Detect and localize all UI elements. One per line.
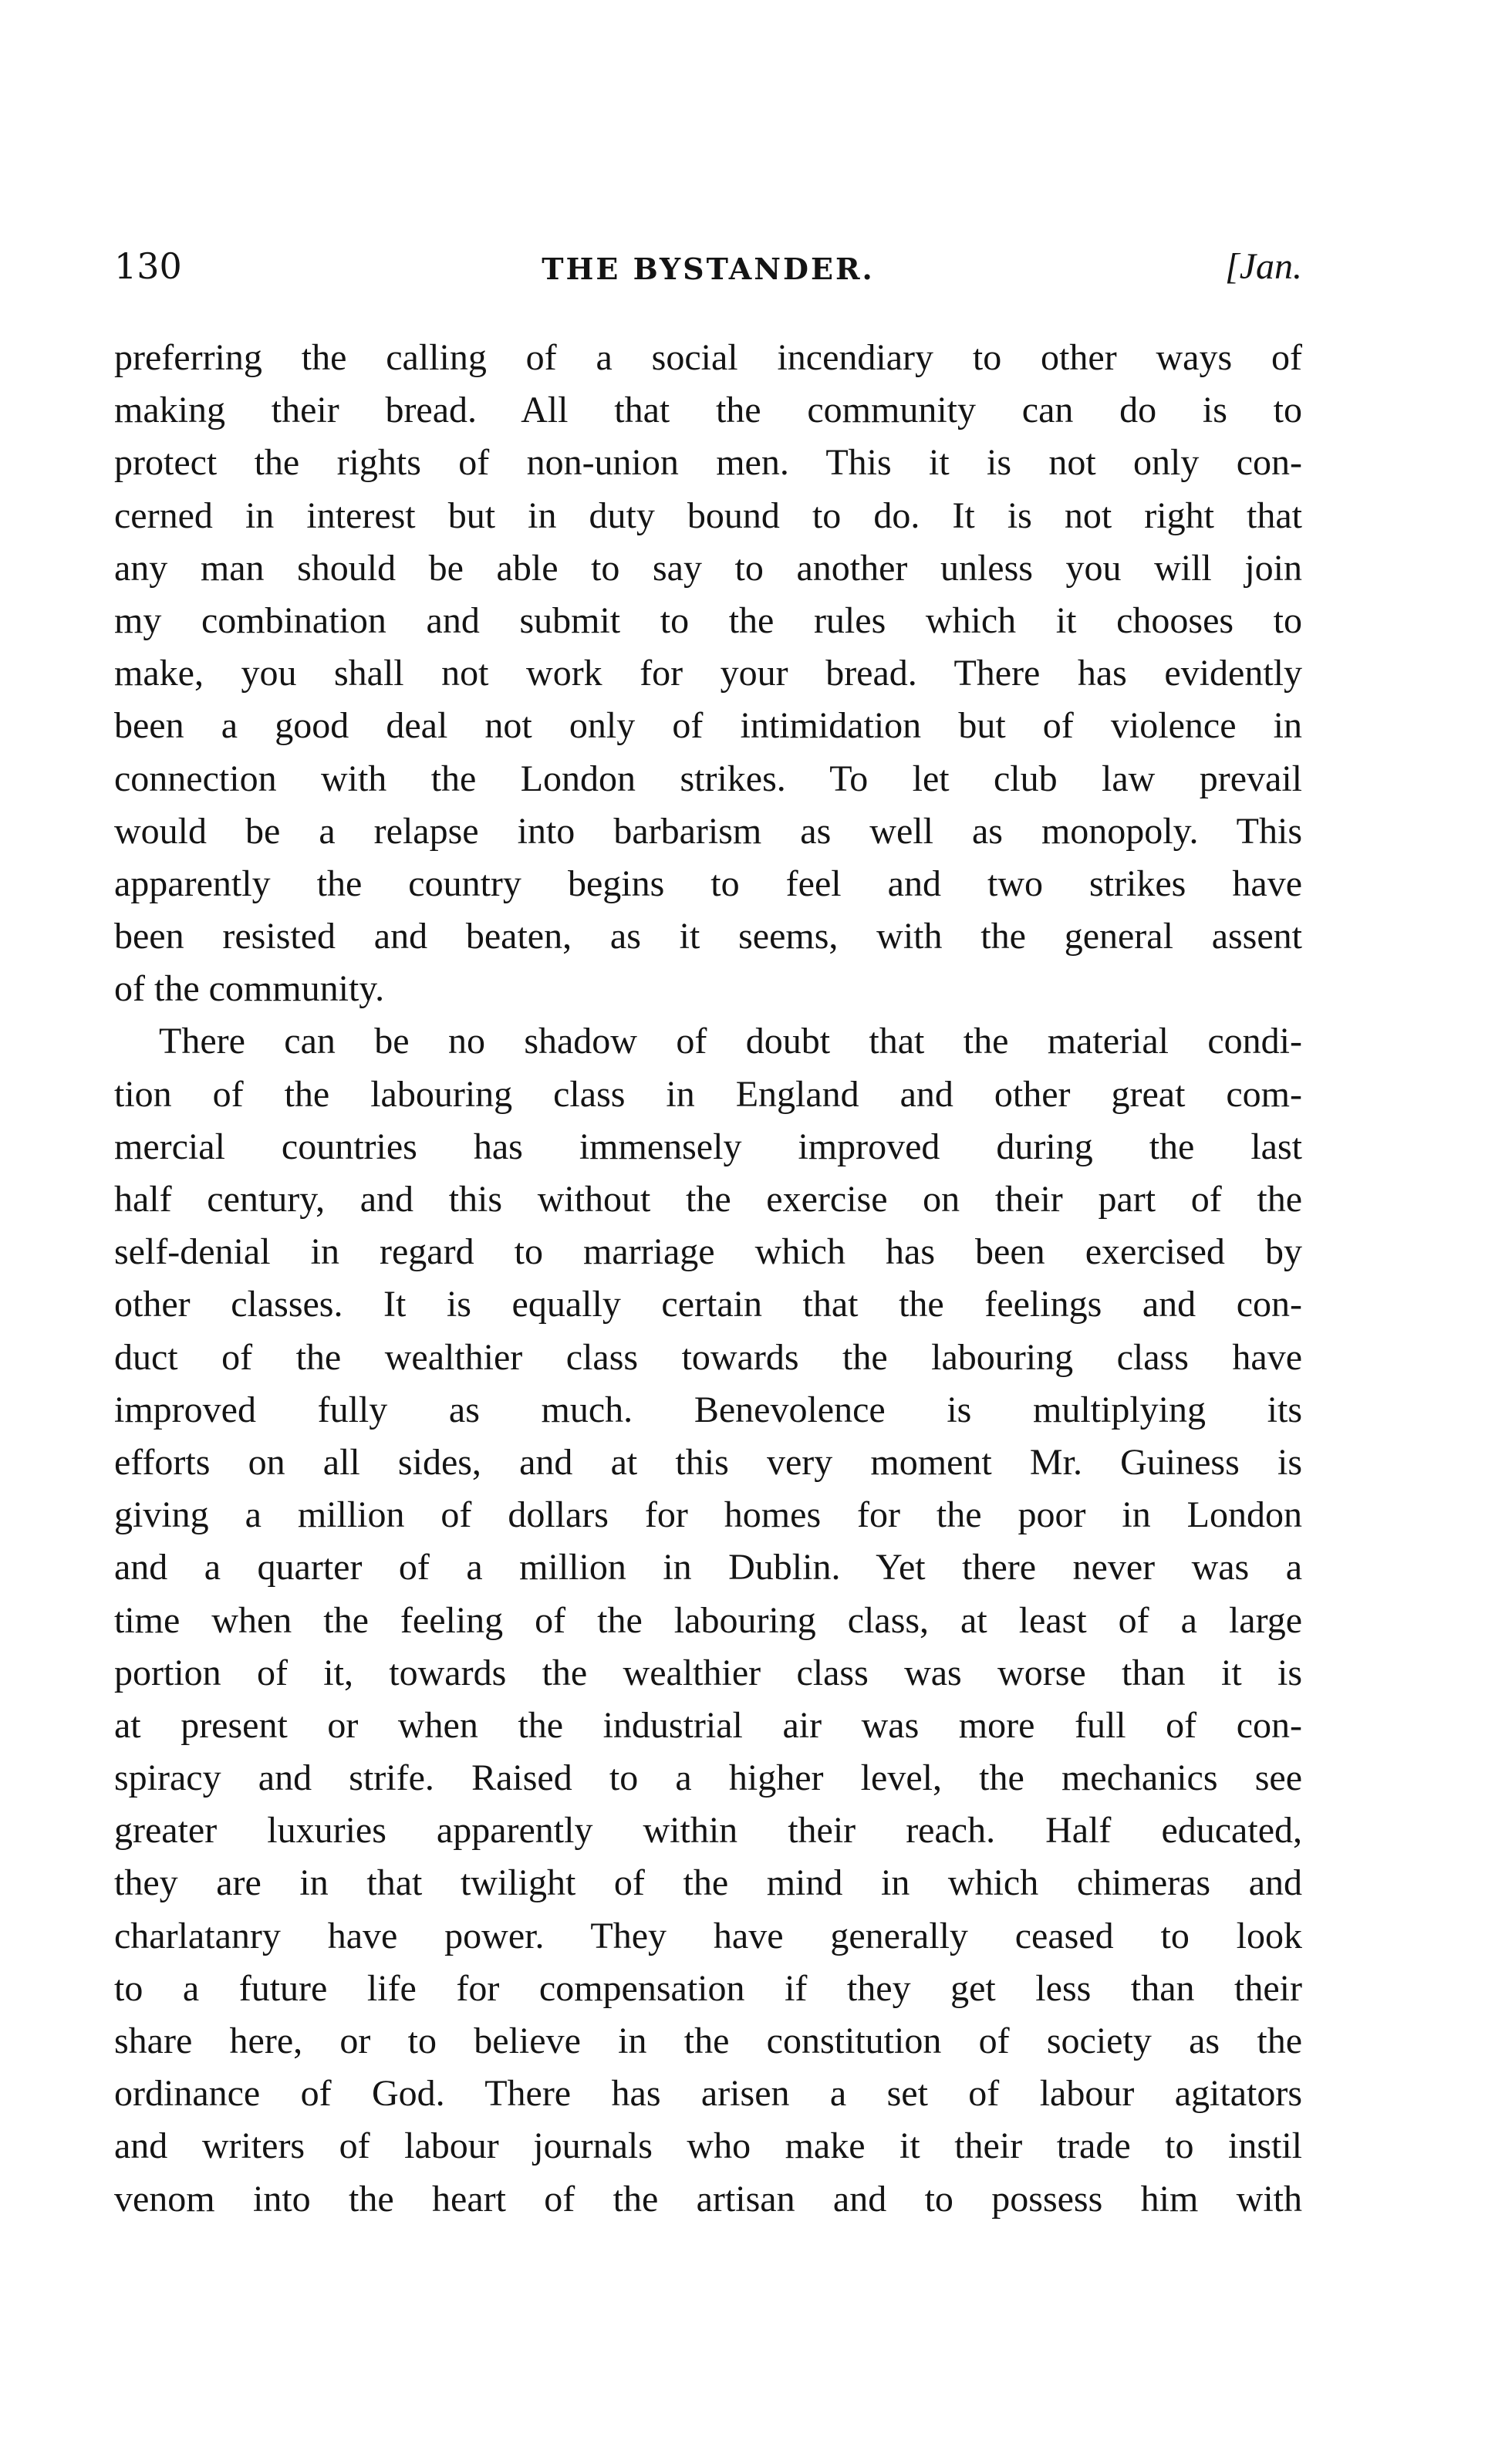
text-line: and writers of labour journals who make it their trade to instil bbox=[114, 2125, 1302, 2167]
body-text bbox=[114, 332, 1302, 2226]
text-line: half century, and this without the exercise on their part of the bbox=[114, 1179, 1302, 1220]
text-line: and a quarter of a million in Dublin. Yet there never was a bbox=[114, 1547, 1302, 1588]
text-line: other classes. It is equally certain that the feelings and con- bbox=[114, 1284, 1302, 1325]
text-line: preferring the calling of a social incendiary to other ways of bbox=[114, 337, 1302, 378]
text-line: at present or when the industrial air was more full of con- bbox=[114, 1704, 1302, 1746]
text-line: duct of the wealthier class towards the labouring class have bbox=[114, 1336, 1302, 1378]
text-line: portion of it, towards the wealthier class was worse than it is bbox=[114, 1652, 1302, 1693]
text-line: would be a relapse into barbarism as well as monopoly. This bbox=[114, 810, 1302, 852]
text-line: share here, or to believe in the constitution of society as the bbox=[114, 2020, 1302, 2061]
text-line: connection with the London strikes. To let club law prevail bbox=[114, 758, 1302, 799]
page-header bbox=[114, 245, 1302, 307]
text-line: cerned in interest but in duty bound to do. It is not right that bbox=[114, 495, 1302, 536]
text-line: ordinance of God. There has arisen a set of labour agitators bbox=[114, 2073, 1302, 2115]
paragraph bbox=[114, 1015, 1302, 2225]
text-line: tion of the labouring class in England and other great com- bbox=[114, 1073, 1302, 1115]
text-line: mercial countries has immensely improved during the last bbox=[114, 1126, 1302, 1167]
text-line: charlatanry have power. They have generally ceased to look bbox=[114, 1915, 1302, 1956]
text-line: make, you shall not work for your bread. There has evidently bbox=[114, 653, 1302, 694]
text-line: making their bread. All that the community can do is to bbox=[114, 390, 1302, 431]
paragraph bbox=[114, 332, 1302, 1015]
text-line: greater luxuries apparently within their reach. Half educated, bbox=[114, 1810, 1302, 1852]
text-line: to a future life for compensation if they get less than their bbox=[114, 1967, 1302, 2009]
text-line: been resisted and beaten, as it seems, with the general assent bbox=[114, 916, 1302, 957]
text-line: efforts on all sides, and at this very moment Mr. Guiness is bbox=[114, 1441, 1302, 1483]
text-line: improved fully as much. Benevolence is multiplying its bbox=[114, 1389, 1302, 1430]
text-line: any man should be able to say to another unless you will join bbox=[114, 547, 1302, 589]
running-head: THE BYSTANDER. bbox=[542, 252, 875, 286]
text-line: protect the rights of non-union men. This it is not only con- bbox=[114, 442, 1302, 484]
text-line: of the community. bbox=[114, 968, 385, 1010]
text-line: apparently the country begins to feel and two strikes have bbox=[114, 863, 1302, 904]
text-line: been a good deal not only of intimidation but of violence in bbox=[114, 705, 1302, 747]
text-line: time when the feeling of the labouring class, at least of a large bbox=[114, 1599, 1302, 1641]
text-line: spiracy and strife. Raised to a higher level, the mechanics see bbox=[114, 1757, 1302, 1799]
text-line: venom into the heart of the artisan and to possess him with bbox=[114, 2178, 1302, 2220]
text-line: There can be no shadow of doubt that the material condi- bbox=[159, 1021, 1302, 1062]
section-mark: [Jan. bbox=[1225, 246, 1302, 287]
page-number: 130 bbox=[114, 245, 182, 287]
text-line: self-denial in regard to marriage which has been exercised by bbox=[114, 1231, 1302, 1273]
text-line: they are in that twilight of the mind in which chimeras and bbox=[114, 1862, 1302, 1904]
text-line: giving a million of dollars for homes for the poor in London bbox=[114, 1494, 1302, 1536]
text-line: my combination and submit to the rules which it chooses to bbox=[114, 599, 1302, 641]
